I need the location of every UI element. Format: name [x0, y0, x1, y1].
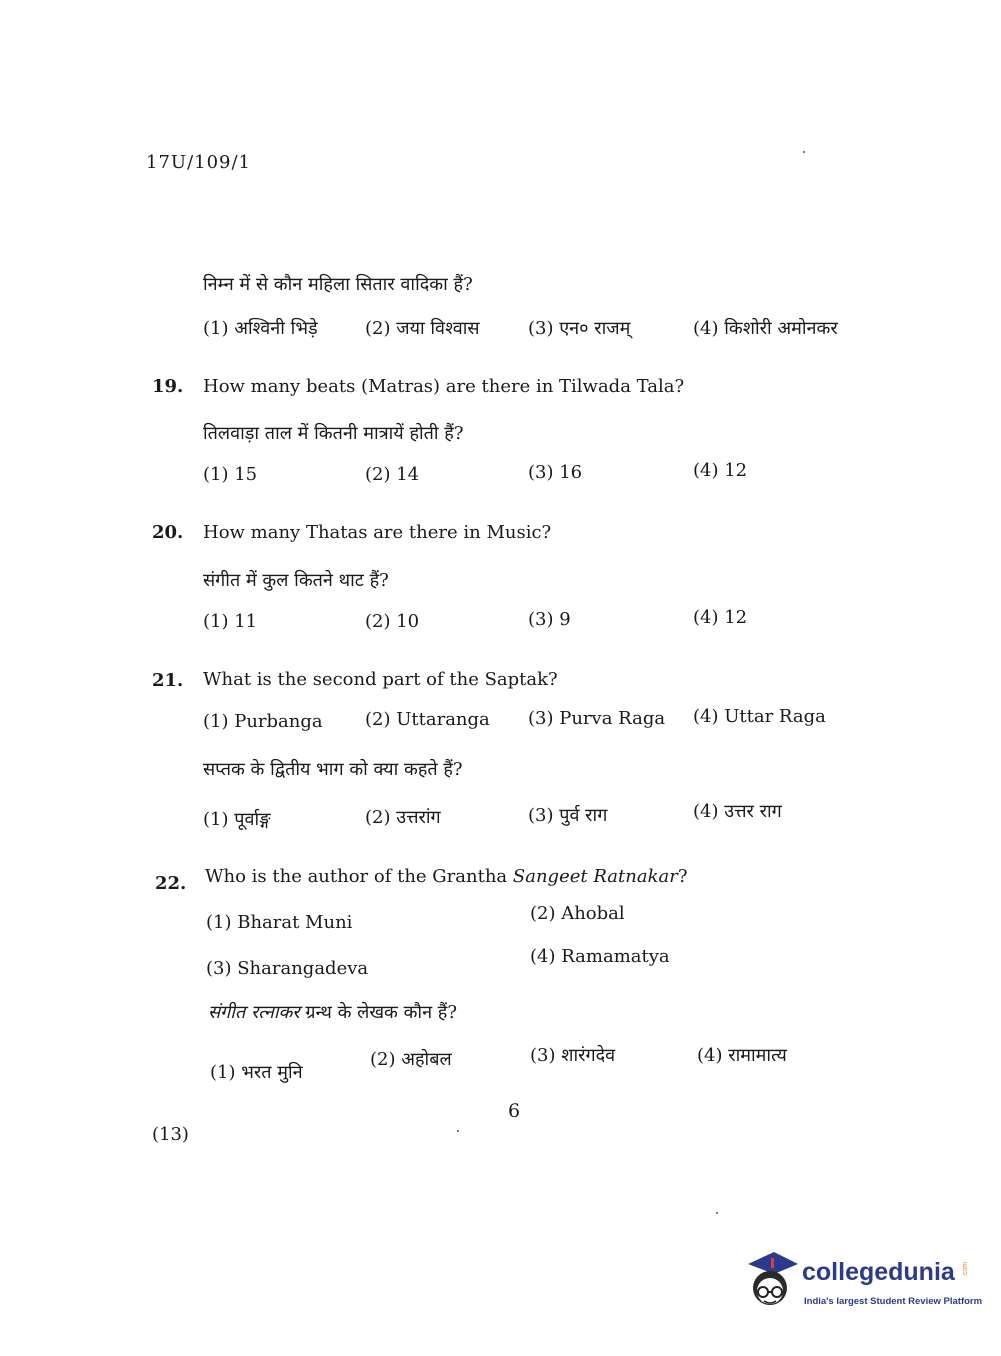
q22-option-hi-3: (3) शारंगदेव [530, 1045, 616, 1066]
q22-grantha-title: Sangeet Ratnakar [512, 866, 678, 887]
scan-speck [716, 1212, 718, 1214]
collegedunia-watermark [744, 1250, 983, 1320]
q19-english-question: How many beats (Matras) are there in Tilwada Tala? [203, 376, 685, 397]
q19-option-1: (1) 15 [203, 464, 258, 485]
page-number: 6 [508, 1100, 521, 1122]
brand-name: collegedunia [802, 1258, 955, 1286]
q22-hindi-question: संगीत रत्नाकर ग्रन्थ के लेखक कौन हैं? [208, 1002, 457, 1023]
scan-speck [803, 151, 805, 153]
q22-english-question: Who is the author of the Grantha Sangeet Ratnakar? [205, 866, 688, 887]
q21-option-en-2: (2) Uttaranga [365, 709, 490, 730]
q21-number: 21. [152, 670, 184, 691]
q20-option-1: (1) 11 [203, 611, 258, 632]
q19-option-3: (3) 16 [528, 462, 583, 483]
q20-option-4: (4) 12 [693, 607, 748, 628]
q19-option-4: (4) 12 [693, 460, 748, 481]
q19-number: 19. [152, 376, 184, 397]
q18-option-4: (4) किशोरी अमोनकर [693, 318, 838, 339]
q22-option-en-1: (1) Bharat Muni [206, 912, 353, 933]
q20-option-2: (2) 10 [365, 611, 420, 632]
q21-english-question: What is the second part of the Saptak? [203, 669, 558, 690]
q21-option-hi-4: (4) उत्तर राग [693, 801, 782, 822]
scan-speck [457, 1130, 459, 1132]
q18-hindi-question: निम्न में से कौन महिला सितार वादिका हैं? [203, 274, 473, 295]
q20-number: 20. [152, 522, 184, 543]
q19-option-2: (2) 14 [365, 464, 420, 485]
q21-option-en-3: (3) Purva Raga [528, 708, 666, 729]
q18-option-1: (1) अश्विनी भिड़े [203, 318, 318, 339]
q21-option-hi-3: (3) पुर्व राग [528, 805, 608, 826]
q20-option-3: (3) 9 [528, 609, 571, 630]
q21-option-en-4: (4) Uttar Raga [693, 706, 826, 727]
q21-option-hi-2: (2) उत्तरांग [365, 807, 441, 828]
paper-code: 17U/109/1 [146, 152, 252, 173]
q22-option-en-2: (2) Ahobal [530, 903, 625, 924]
q20-hindi-question: संगीत में कुल कितने थाट हैं? [203, 570, 389, 591]
q18-option-3: (3) एन० राजम् [528, 318, 631, 339]
q22-option-en-4: (4) Ramamatya [530, 946, 670, 967]
footer-code: (13) [152, 1124, 189, 1145]
q22-number: 22. [155, 873, 187, 894]
q22-option-en-3: (3) Sharangadeva [206, 958, 369, 979]
q21-option-en-1: (1) Purbanga [203, 711, 323, 732]
q20-english-question: How many Thatas are there in Music? [203, 522, 552, 543]
q22-option-hi-2: (2) अहोबल [370, 1049, 452, 1070]
q19-hindi-question: तिलवाड़ा ताल में कितनी मात्रायें होती हैं? [203, 423, 464, 444]
q21-hindi-question: सप्तक के द्वितीय भाग को क्या कहते हैं? [203, 759, 463, 780]
q18-option-2: (2) जया विश्वास [365, 318, 480, 339]
q21-option-hi-1: (1) पूर्वाङ्ग [203, 809, 271, 830]
brand-com: .com [962, 1261, 970, 1278]
brand-tagline: India's largest Student Review Platform [804, 1296, 983, 1307]
q22-option-hi-1: (1) भरत मुनि [210, 1062, 303, 1083]
mascot-icon [744, 1250, 800, 1312]
q22-option-hi-4: (4) रामामात्य [697, 1045, 787, 1066]
